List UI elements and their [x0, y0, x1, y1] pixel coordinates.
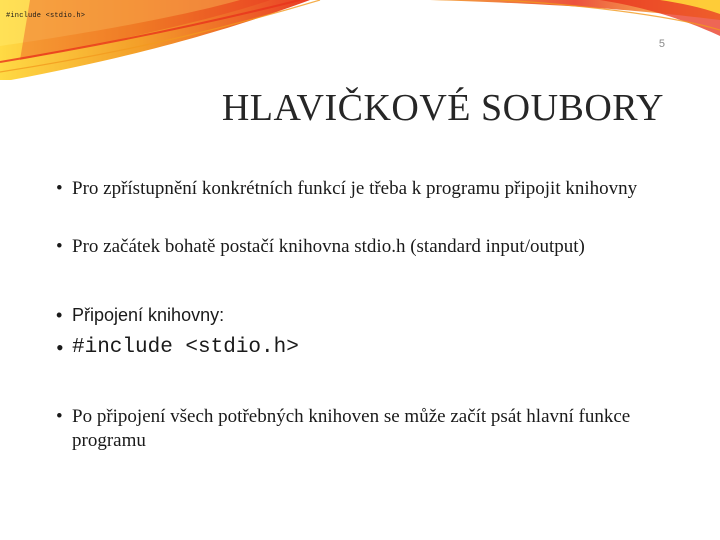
bullet-item — [56, 336, 666, 360]
bullet-item — [56, 405, 666, 453]
header-swoosh-decoration — [0, 0, 720, 80]
header-code-snippet: #include <stdio.h> — [6, 12, 86, 20]
slide-number: 5 — [658, 38, 665, 50]
slide-title: HLAVIČKOVÉ SOUBORY — [221, 87, 664, 129]
bullet-text: Po připojení všech potřebných knihoven se může začít psát hlavní funkce programu — [72, 406, 631, 451]
bullet-item — [56, 303, 666, 327]
bullet-marker: • — [56, 305, 63, 325]
bullet-marker: • — [56, 178, 63, 199]
bullet-item — [56, 177, 666, 201]
bullet-marker: • — [56, 335, 64, 360]
code-include-line: #include <stdio.h> — [72, 336, 299, 359]
bullet-marker: • — [56, 236, 63, 257]
bullet-text: Připojení knihovny: — [72, 305, 225, 325]
bullet-text: Pro zpřístupnění konkrétních funkcí je třeba k programu připojit knihovny — [72, 178, 638, 199]
bullet-item — [56, 235, 666, 259]
bullet-marker: • — [56, 406, 63, 427]
bullet-text: Pro začátek bohatě postačí knihovna stdio.h (standard input/output) — [72, 236, 585, 257]
